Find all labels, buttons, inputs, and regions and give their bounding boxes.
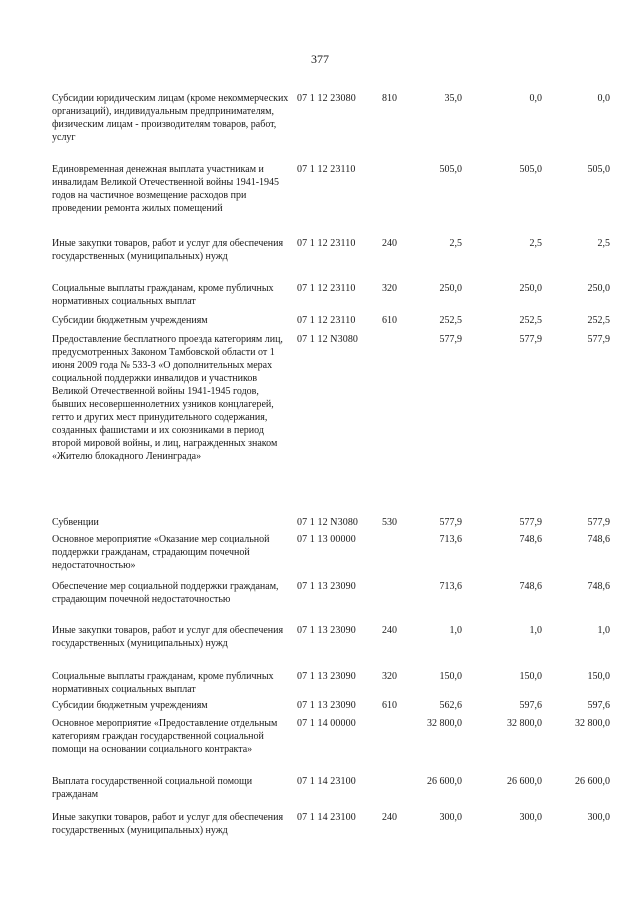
row-name: Субвенции — [52, 517, 99, 528]
row-expense-type: 320 — [382, 283, 397, 294]
row-value-3: 150,0 — [587, 671, 610, 682]
row-name: Социальные выплаты гражданам, кроме публичных нормативных социальных выплат — [52, 671, 274, 695]
row-value-2: 577,9 — [519, 517, 542, 528]
row-expense-type: 810 — [382, 93, 397, 104]
row-value-1: 2,5 — [449, 238, 462, 249]
row-code: 07 1 12 N3080 — [297, 517, 359, 528]
row-code: 07 1 14 23100 — [297, 776, 356, 787]
row-value-3: 1,0 — [597, 625, 610, 636]
row-value-3: 32 800,0 — [575, 718, 610, 729]
row-value-1: 250,0 — [439, 283, 462, 294]
row-value-3: 26 600,0 — [575, 776, 610, 787]
row-code: 07 1 12 N3080 — [297, 334, 359, 345]
row-value-1: 713,6 — [439, 581, 462, 592]
row-code: 07 1 13 23090 — [297, 700, 356, 711]
row-name: Субсидии бюджетным учреждениям — [52, 315, 208, 326]
row-code: 07 1 13 23090 — [297, 671, 356, 682]
row-value-1: 26 600,0 — [427, 776, 462, 787]
row-value-1: 35,0 — [444, 93, 462, 104]
row-value-2: 26 600,0 — [507, 776, 542, 787]
row-code: 07 1 13 23090 — [297, 581, 356, 592]
row-value-3: 250,0 — [587, 283, 610, 294]
row-value-2: 300,0 — [519, 812, 542, 823]
row-code: 07 1 12 23110 — [297, 283, 356, 294]
row-value-3: 597,6 — [587, 700, 610, 711]
row-value-2: 0,0 — [529, 93, 542, 104]
row-name: Субсидии бюджетным учреждениям — [52, 700, 208, 711]
row-code: 07 1 14 23100 — [297, 812, 356, 823]
row-value-3: 577,9 — [587, 517, 610, 528]
row-expense-type: 610 — [382, 700, 397, 711]
row-name: Выплата государственной социальной помощи гражданам — [52, 776, 253, 800]
row-value-3: 505,0 — [587, 164, 610, 175]
row-value-1: 713,6 — [439, 534, 462, 545]
row-value-1: 577,9 — [439, 517, 462, 528]
row-expense-type: 530 — [382, 517, 397, 528]
row-name: Предоставление бесплатного проезда категориям лиц, предусмотренных Законом Тамбовской области от 1 июня 2009 года № 533-З «О дополнительных мерах социальной поддержки инвалидов и участников Великой Отечественной войны 1941-1945 годов, бывших несовершеннолетних узников концлагерей, гетто и других мест принудительного содержания, созданных фашистами и их союзниками в период второй мировой войны, и лиц, награжденных знаком «Жителю блокадного Ленинграда» — [52, 334, 283, 462]
row-value-2: 577,9 — [519, 334, 542, 345]
row-value-2: 252,5 — [519, 315, 542, 326]
row-name: Субсидии юридическим лицам (кроме некоммерческих организаций), индивидуальным предпринимателям, физическим лицам - производителям товаров, работ, услуг — [52, 93, 289, 143]
row-value-1: 32 800,0 — [427, 718, 462, 729]
row-value-1: 300,0 — [439, 812, 462, 823]
row-code: 07 1 12 23110 — [297, 315, 356, 326]
row-value-3: 748,6 — [587, 534, 610, 545]
row-value-3: 748,6 — [587, 581, 610, 592]
row-value-1: 1,0 — [449, 625, 462, 636]
row-value-1: 577,9 — [439, 334, 462, 345]
row-value-2: 250,0 — [519, 283, 542, 294]
row-expense-type: 320 — [382, 671, 397, 682]
row-code: 07 1 14 00000 — [297, 718, 356, 729]
row-value-3: 252,5 — [587, 315, 610, 326]
row-code: 07 1 12 23110 — [297, 238, 356, 249]
row-code: 07 1 13 00000 — [297, 534, 356, 545]
row-name: Единовременная денежная выплата участникам и инвалидам Великой Отечественной войны 1941-1945 годов на частичное возмещение расходов при проведении ремонта жилых помещений — [52, 164, 280, 214]
row-name: Иные закупки товаров, работ и услуг для обеспечения государственных (муниципальных) нужд — [52, 625, 284, 649]
row-name: Иные закупки товаров, работ и услуг для обеспечения государственных (муниципальных) нужд — [52, 238, 284, 262]
row-value-3: 577,9 — [587, 334, 610, 345]
row-value-2: 748,6 — [519, 581, 542, 592]
row-value-3: 300,0 — [587, 812, 610, 823]
row-name: Основное мероприятие «Оказание мер социальной поддержки гражданам, страдающим почечной недостаточностью» — [52, 534, 270, 571]
row-value-3: 2,5 — [597, 238, 610, 249]
row-code: 07 1 13 23090 — [297, 625, 356, 636]
row-value-1: 562,6 — [439, 700, 462, 711]
row-value-2: 597,6 — [519, 700, 542, 711]
row-value-2: 32 800,0 — [507, 718, 542, 729]
row-expense-type: 240 — [382, 238, 397, 249]
row-expense-type: 610 — [382, 315, 397, 326]
row-name: Социальные выплаты гражданам, кроме публичных нормативных социальных выплат — [52, 283, 274, 307]
page-number: 377 — [311, 52, 329, 66]
row-code: 07 1 12 23080 — [297, 93, 356, 104]
row-expense-type: 240 — [382, 625, 397, 636]
row-value-2: 2,5 — [529, 238, 542, 249]
row-value-1: 150,0 — [439, 671, 462, 682]
row-value-2: 748,6 — [519, 534, 542, 545]
row-name: Основное мероприятие «Предоставление отдельным категориям граждан государственной социальной помощи на основании социального контракта» — [52, 718, 278, 755]
row-value-3: 0,0 — [597, 93, 610, 104]
row-expense-type: 240 — [382, 812, 397, 823]
row-value-2: 1,0 — [529, 625, 542, 636]
row-code: 07 1 12 23110 — [297, 164, 356, 175]
row-value-2: 505,0 — [519, 164, 542, 175]
row-value-2: 150,0 — [519, 671, 542, 682]
row-name: Обеспечение мер социальной поддержки гражданам, страдающим почечной недостаточностью — [52, 581, 279, 605]
row-name: Иные закупки товаров, работ и услуг для обеспечения государственных (муниципальных) нужд — [52, 812, 284, 836]
row-value-1: 505,0 — [439, 164, 462, 175]
row-value-1: 252,5 — [439, 315, 462, 326]
